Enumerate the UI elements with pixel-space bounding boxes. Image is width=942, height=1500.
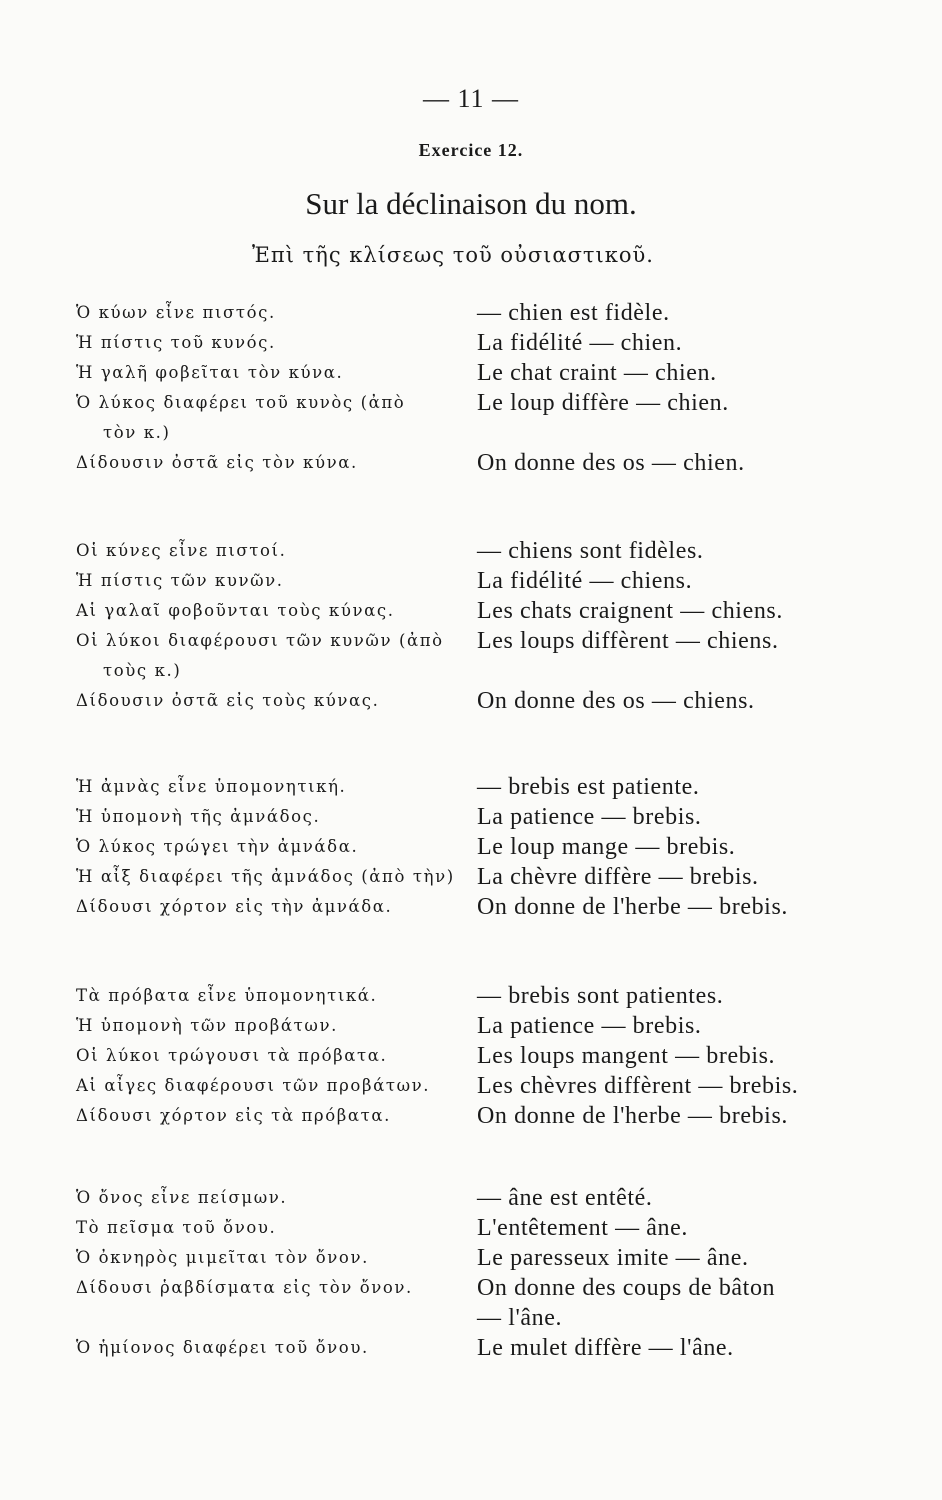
french-sentence: On donne des os — chien. <box>477 450 745 476</box>
sentence-group <box>0 772 942 922</box>
french-sentence: La fidélité — chien. <box>477 330 683 356</box>
sentence-line <box>0 892 942 922</box>
greek-sentence: Ὁ ἡμίονος διαφέρει τοῦ ὄνου. <box>76 1338 369 1357</box>
greek-sentence: τοὺς κ.) <box>103 661 182 680</box>
sentence-line <box>0 1213 942 1243</box>
french-sentence: Les chèvres diffèrent — brebis. <box>477 1073 799 1099</box>
sentence-line <box>0 1273 942 1303</box>
french-sentence: — brebis sont patientes. <box>477 983 724 1009</box>
sentence-line <box>0 328 942 358</box>
french-sentence: L'entêtement — âne. <box>477 1215 688 1241</box>
sentence-line <box>0 832 942 862</box>
greek-sentence: Ἡ αἶξ διαφέρει τῆς ἀμνάδος (ἀπὸ τὴν) <box>76 867 455 886</box>
sentence-line <box>0 1333 942 1363</box>
greek-sentence: Ὁ ὄνος εἶνε πείσμων. <box>76 1188 288 1207</box>
page-number: — 11 — <box>422 84 520 113</box>
sentence-line <box>0 802 942 832</box>
sentence-line <box>0 981 942 1011</box>
greek-sentence: Ἡ πίστις τῶν κυνῶν. <box>76 571 284 590</box>
greek-sentence: Δίδουσι ῥαβδίσματα εἰς τὸν ὄνον. <box>76 1278 413 1297</box>
french-sentence: — chien est fidèle. <box>477 300 670 326</box>
greek-sentence: Δίδουσι χόρτον εἰς τὰ πρόβατα. <box>76 1106 391 1125</box>
greek-sentence: Τὰ πρόβατα εἶνε ὑπομονητικά. <box>76 986 378 1005</box>
sentence-line <box>0 1011 942 1041</box>
french-sentence: Le mulet diffère — l'âne. <box>477 1335 734 1361</box>
sentence-line <box>0 418 942 448</box>
sentence-line <box>0 1041 942 1071</box>
french-sentence: Les loups diffèrent — chiens. <box>477 628 779 654</box>
greek-sentence: Ὁ λύκος τρώγει τὴν ἀμνάδα. <box>76 837 359 856</box>
greek-sentence: Τὸ πεῖσμα τοῦ ὄνου. <box>76 1218 277 1237</box>
greek-sentence: Δίδουσι χόρτον εἰς τὴν ἀμνάδα. <box>76 897 393 916</box>
greek-sentence: Οἱ κύνες εἶνε πιστοί. <box>76 541 287 560</box>
sentence-group <box>0 298 942 478</box>
greek-sentence: Δίδουσιν ὀστᾶ εἰς τοὺς κύνας. <box>76 691 380 710</box>
french-sentence: La chèvre diffère — brebis. <box>477 864 759 890</box>
greek-sentence: Ἡ γαλῆ φοβεῖται τὸν κύνα. <box>76 363 344 382</box>
title-french: Sur la déclinaison du nom. <box>305 186 637 221</box>
sentence-line <box>0 1303 942 1333</box>
french-sentence: Le paresseux imite — âne. <box>477 1245 749 1271</box>
greek-sentence: Ἡ ὑπομονὴ τῶν προβάτων. <box>76 1016 338 1035</box>
greek-sentence: Ὁ κύων εἶνε πιστός. <box>76 303 276 322</box>
greek-sentence: Οἱ λύκοι τρώγουσι τὰ πρόβατα. <box>76 1046 388 1065</box>
greek-sentence: Ἡ ἀμνὰς εἶνε ὑπομονητική. <box>76 777 347 796</box>
sentence-line <box>0 298 942 328</box>
sentence-line <box>0 566 942 596</box>
greek-sentence: τὸν κ.) <box>103 423 171 442</box>
sentence-line <box>0 686 942 716</box>
french-sentence: On donne de l'herbe — brebis. <box>477 894 788 920</box>
sentence-group <box>0 536 942 716</box>
french-sentence: Le chat craint — chien. <box>477 360 717 386</box>
french-sentence: Le loup mange — brebis. <box>477 834 736 860</box>
exercise-label: Exercice 12. <box>418 140 524 160</box>
sentence-line <box>0 536 942 566</box>
greek-sentence: Ὁ λύκος διαφέρει τοῦ κυνὸς (ἀπὸ <box>76 393 406 412</box>
french-sentence: — âne est entêté. <box>477 1185 653 1211</box>
sentence-line <box>0 448 942 478</box>
french-sentence: — l'âne. <box>477 1305 563 1331</box>
greek-sentence: Αἱ γαλαῖ φοβοῦνται τοὺς κύνας. <box>76 601 395 620</box>
sentence-line <box>0 1243 942 1273</box>
greek-sentence: Ἡ ὑπομονὴ τῆς ἀμνάδος. <box>76 807 321 826</box>
sentence-line <box>0 1071 942 1101</box>
sentence-line <box>0 1101 942 1131</box>
greek-sentence: Οἱ λύκοι διαφέρουσι τῶν κυνῶν (ἀπὸ <box>76 631 444 650</box>
sentence-line <box>0 1183 942 1213</box>
french-sentence: La fidélité — chiens. <box>477 568 693 594</box>
french-sentence: La patience — brebis. <box>477 1013 702 1039</box>
sentence-line <box>0 772 942 802</box>
sentence-line <box>0 656 942 686</box>
sentence-line <box>0 626 942 656</box>
french-sentence: Les chats craignent — chiens. <box>477 598 783 624</box>
french-sentence: On donne de l'herbe — brebis. <box>477 1103 788 1129</box>
title-greek: Ἐπὶ τῆς κλίσεως τοῦ οὐσιαστικοῦ. <box>252 243 654 267</box>
french-sentence: — brebis est patiente. <box>477 774 700 800</box>
sentence-line <box>0 388 942 418</box>
sentence-group <box>0 981 942 1131</box>
sentence-group <box>0 1183 942 1363</box>
sentence-line <box>0 358 942 388</box>
french-sentence: On donne des os — chiens. <box>477 688 755 714</box>
sentence-line <box>0 862 942 892</box>
greek-sentence: Ἡ πίστις τοῦ κυνός. <box>76 333 276 352</box>
greek-sentence: Ὁ ὀκνηρὸς μιμεῖται τὸν ὄνον. <box>76 1248 369 1267</box>
greek-sentence: Αἱ αἶγες διαφέρουσι τῶν προβάτων. <box>76 1076 431 1095</box>
french-sentence: Les loups mangent — brebis. <box>477 1043 776 1069</box>
greek-sentence: Δίδουσιν ὀστᾶ εἰς τὸν κύνα. <box>76 453 358 472</box>
french-sentence: Le loup diffère — chien. <box>477 390 729 416</box>
french-sentence: — chiens sont fidèles. <box>477 538 704 564</box>
french-sentence: On donne des coups de bâton <box>477 1275 776 1301</box>
sentence-line <box>0 596 942 626</box>
french-sentence: La patience — brebis. <box>477 804 702 830</box>
